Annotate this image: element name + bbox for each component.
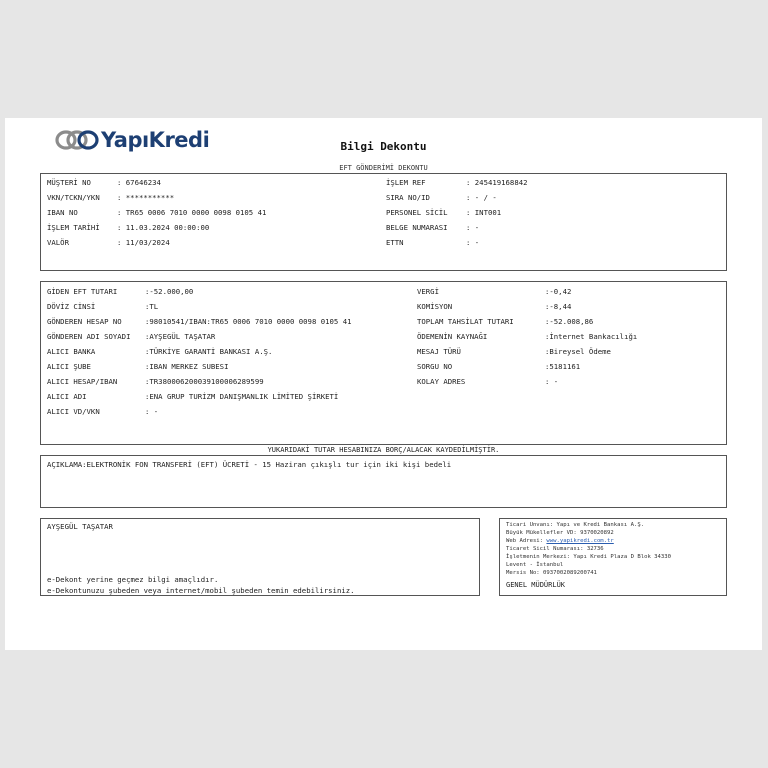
account-info-box: [40, 173, 727, 271]
field-label: ALICI ŞUBE: [47, 362, 91, 371]
field-label: VERGİ: [417, 287, 439, 296]
field-label: MESAJ TÜRÜ: [417, 347, 461, 356]
field-label: GİDEN EFT TUTARI: [47, 287, 118, 296]
field-label: MÜŞTERİ NO: [47, 178, 91, 187]
field-value: :TR380006200039100006289599: [145, 377, 264, 386]
customer-box: [40, 518, 480, 596]
field-value: :98010541/IBAN:TR65 0006 7010 0000 0098 0105 41: [145, 317, 352, 326]
disclaimer-note-1: e-Dekont yerine geçmez bilgi amaçlıdır.: [47, 575, 219, 584]
field-label: ALICI BANKA: [47, 347, 96, 356]
bank-headquarters: İşletmenin Merkezi: Yapı Kredi Plaza D Blok 34330: [506, 554, 672, 560]
field-label: GÖNDEREN HESAP NO: [47, 317, 122, 326]
field-value: : 11.03.2024 00:00:00: [117, 223, 210, 232]
brand-name: YapıKredi: [101, 128, 210, 152]
field-label: VKN/TCKN/YKN: [47, 193, 100, 202]
web-address-label: Web Adresi:: [506, 538, 547, 544]
field-value: :IBAN MERKEZ SUBESI: [145, 362, 229, 371]
bank-legal-name: Ticari Unvanı: Yapı ve Kredi Bankası A.Ş.: [506, 522, 645, 528]
bank-trade-registry: Ticaret Sicil Numarası: 32736: [506, 546, 604, 552]
field-label: TOPLAM TAHSİLAT TUTARI: [417, 317, 514, 326]
field-value: : INT001: [466, 208, 502, 217]
field-value: : -: [466, 223, 480, 232]
field-value: : -: [145, 407, 159, 416]
field-label: KOLAY ADRES: [417, 377, 466, 386]
field-label: DÖVİZ CİNSİ: [47, 302, 96, 311]
field-label: VALÖR: [47, 238, 69, 247]
field-label: SIRA NO/ID: [386, 193, 430, 202]
field-value: :İnternet Bankacılığı: [545, 332, 638, 341]
field-label: İŞLEM TARİHİ: [47, 223, 100, 232]
field-value: :-0,42: [545, 287, 572, 296]
field-value: :-8,44: [545, 302, 572, 311]
bank-tax-office: Büyük Mükellefler VD: 9370020892: [506, 530, 614, 536]
field-value: : ***********: [117, 193, 175, 202]
field-label: PERSONEL SİCİL: [386, 208, 448, 217]
disclaimer-note-2: e-Dekontunuzu şubeden veya internet/mobil şubeden temin edebilirsiniz.: [47, 586, 355, 595]
document-title: Bilgi Dekontu: [340, 140, 427, 153]
bank-city: Levent - İstanbul: [506, 562, 564, 568]
bank-web-address: [506, 538, 614, 546]
bank-mersis-no: Mersis No: 0937002089200741: [506, 570, 597, 576]
field-value: :TL: [145, 302, 159, 311]
field-value: : TR65 0006 7010 0000 0098 0105 41: [117, 208, 267, 217]
customer-name: AYŞEGÜL TAŞATAR: [47, 522, 113, 531]
field-value: :5181161: [545, 362, 581, 371]
field-label: ALICI VD/VKN: [47, 407, 100, 416]
field-value: :AYŞEGÜL TAŞATAR: [145, 332, 216, 341]
field-label: ALICI HESAP/IBAN: [47, 377, 118, 386]
field-label: İŞLEM REF: [386, 178, 426, 187]
debit-notice: YUKARIDAKİ TUTAR HESABINIZA BORÇ/ALACAK KAYDEDİLMİŞTİR.: [267, 446, 500, 454]
field-value: : 11/03/2024: [117, 238, 170, 247]
description-text: AÇIKLAMA:ELEKTRONİK FON TRANSFERİ (EFT) ÜCRETİ - 15 Haziran çıkışlı tur için iki kişi bedeli: [47, 460, 452, 469]
field-label: GÖNDEREN ADI SOYADI: [47, 332, 131, 341]
field-label: SORGU NO: [417, 362, 453, 371]
field-label: BELGE NUMARASI: [386, 223, 448, 232]
field-value: : -: [466, 238, 480, 247]
field-label: IBAN NO: [47, 208, 78, 217]
field-value: : 245419168842: [466, 178, 528, 187]
field-value: : -: [545, 377, 559, 386]
document-subtitle: EFT GÖNDERİMİ DEKONTU: [339, 164, 428, 172]
field-value: :-52.000,00: [145, 287, 194, 296]
transfer-details-box: [40, 281, 727, 445]
field-value: :ENA GRUP TURİZM DANIŞMANLIK LİMİTED ŞİRKETİ: [145, 392, 339, 401]
bank-info-box: [499, 518, 727, 596]
field-value: : - / -: [466, 193, 497, 202]
receipt-page: [5, 118, 762, 650]
field-value: :-52.008,86: [545, 317, 594, 326]
field-label: ÖDEMENİN KAYNAĞI: [417, 332, 488, 341]
field-value: : 67646234: [117, 178, 161, 187]
field-label: ETTN: [386, 238, 404, 247]
field-value: :TÜRKİYE GARANTİ BANKASI A.Ş.: [145, 347, 273, 356]
description-box: [40, 455, 727, 508]
web-address-link[interactable]: www.yapikredi.com.tr: [546, 538, 614, 544]
field-label: ALICI ADI: [47, 392, 87, 401]
field-value: :Bireysel Ödeme: [545, 347, 611, 356]
field-label: KOMİSYON: [417, 302, 453, 311]
bank-head-office: GENEL MÜDÜRLÜK: [506, 581, 566, 589]
